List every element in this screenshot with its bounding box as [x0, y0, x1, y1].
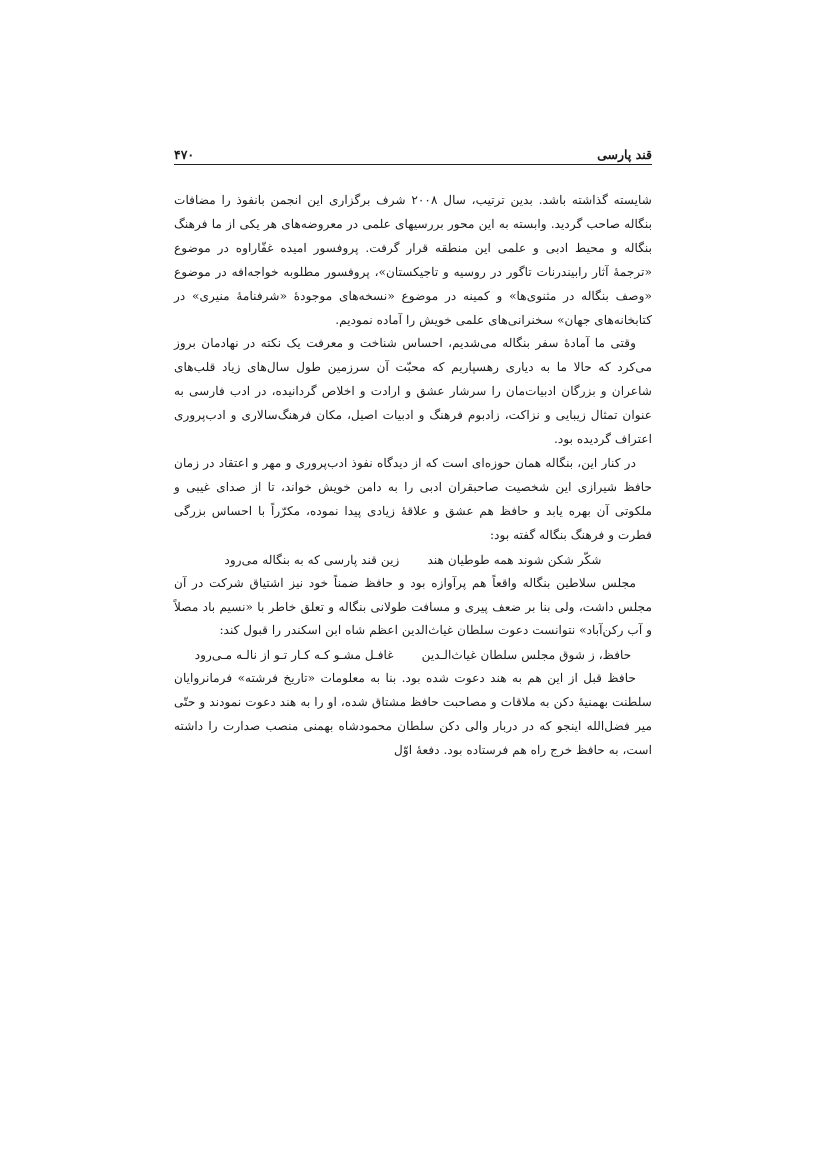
page-number: ۴۷۰: [174, 147, 195, 162]
verse-hemistich-2: زین قند پارسی که به بنگاله می‌رود: [224, 552, 400, 567]
verse-hemistich-1: حافظ، ز شوق مجلس سلطان غیاث‌الـدین: [421, 648, 632, 663]
verse-couplet: [174, 548, 652, 572]
paragraph: وقتی ما آمادهٔ سفر بنگاله می‌شدیم، احساس شناخت و معرفت یک نکته در نهادمان بروز می‌کرد که حالا ما به دیاری رهسپاریم که محبّت آن سرزمین طول سال‌های زیاد قلب‌های شاعران و بزرگان ادبیات‌مان را سرشار عشق و ارادت و اخلاص گردانیده، در ادب فارسی به عنوان تمثال زیبایی و نزاکت، زادبوم فرهنگ و ادبیات اصیل، مکان فرهنگ‌سالاری و ادب‌پروری اعتراف گردیده بود.: [174, 336, 652, 447]
verse-couplet: [174, 643, 652, 667]
paragraph: مجلس سلاطین بنگاله واقعاً هم پرآوازه بود و حافظ ضمناً خود نیز اشتیاق شرکت در آن مجلس داشت، ولی بنا بر ضعف پیری و مسافت طولانی بنگاله و تعلق خاطر با «نسیم باد مصلاً و آب رکن‌آباد» نتوانست دعوت سلطان غیاث‌الدین اعظم شاه ابن اسکندر را قبول کند:: [174, 575, 652, 638]
page-body: [174, 189, 652, 763]
running-header: [174, 140, 652, 165]
paragraph: در کنار این، بنگاله همان حوزه‌ای است که از دیدگاه نفوذ ادب‌پروری و مهر و اعتقاد در زمان حافظ شیرازی این شخصیت صاحبقران ادبی را به دامن خویش خواند، تا از صدای غیبی و ملکوتی آن بهره یابد و حافظ هم عشق و علاقهٔ زیادی پیدا نموده، مکرّراً با احساس بزرگی فطرت و فرهنگ بنگاله گفته بود:: [174, 455, 652, 542]
running-title: قند پارسی: [597, 147, 652, 162]
paragraph: شایسته گذاشته باشد. بدین ترتیب، سال ۲۰۰۸ شرف برگزاری این انجمن بانفوذ را مضافات بنگاله صاحب گردید. وابسته به این محور بررسیهای علمی در معروضه‌های هر یکی از ما فرهنگ بنگاله و محیط ادبی و علمی این منطقه قرار گرفت. پروفسور امیده غفّاراوه در موضوع «ترجمهٔ آثار رابیندرنات تاگور در روسیه و تاجیکستان»، پروفسور مطلوبه خواجه‌افه در موضوع «وصف بنگاله در مثنوی‌ها» و کمینه در موضوع «نسخه‌های موجودهٔ «شرفنامهٔ منیری» در کتابخانه‌های جهان» سخنرانی‌های علمی خویش را آماده نمودیم.: [174, 193, 652, 327]
verse-hemistich-1: شکّر شکن شوند همه طوطیان هند: [427, 552, 602, 567]
verse-hemistich-2: غافـل مشـو کـه کـار تـو از نالـه مـی‌رود: [194, 648, 394, 663]
book-page: [174, 140, 652, 763]
paragraph: حافظ قبل از این هم به هند دعوت شده بود. بنا به معلومات «تاریخ فرشته» فرمانروایان سلطنت بهمنیهٔ دکن به ملاقات و مصاحبت حافظ مشتاق شده، او را به هند دعوت نمودند و حتّی میر فضل‌الله اینجو که در دربار والی دکن سلطان محمودشاه بهمنی منصب صدارت را داشته است، به حافظ خرج راه هم فرستاده بود. دفعهٔ اوّل: [174, 671, 652, 758]
